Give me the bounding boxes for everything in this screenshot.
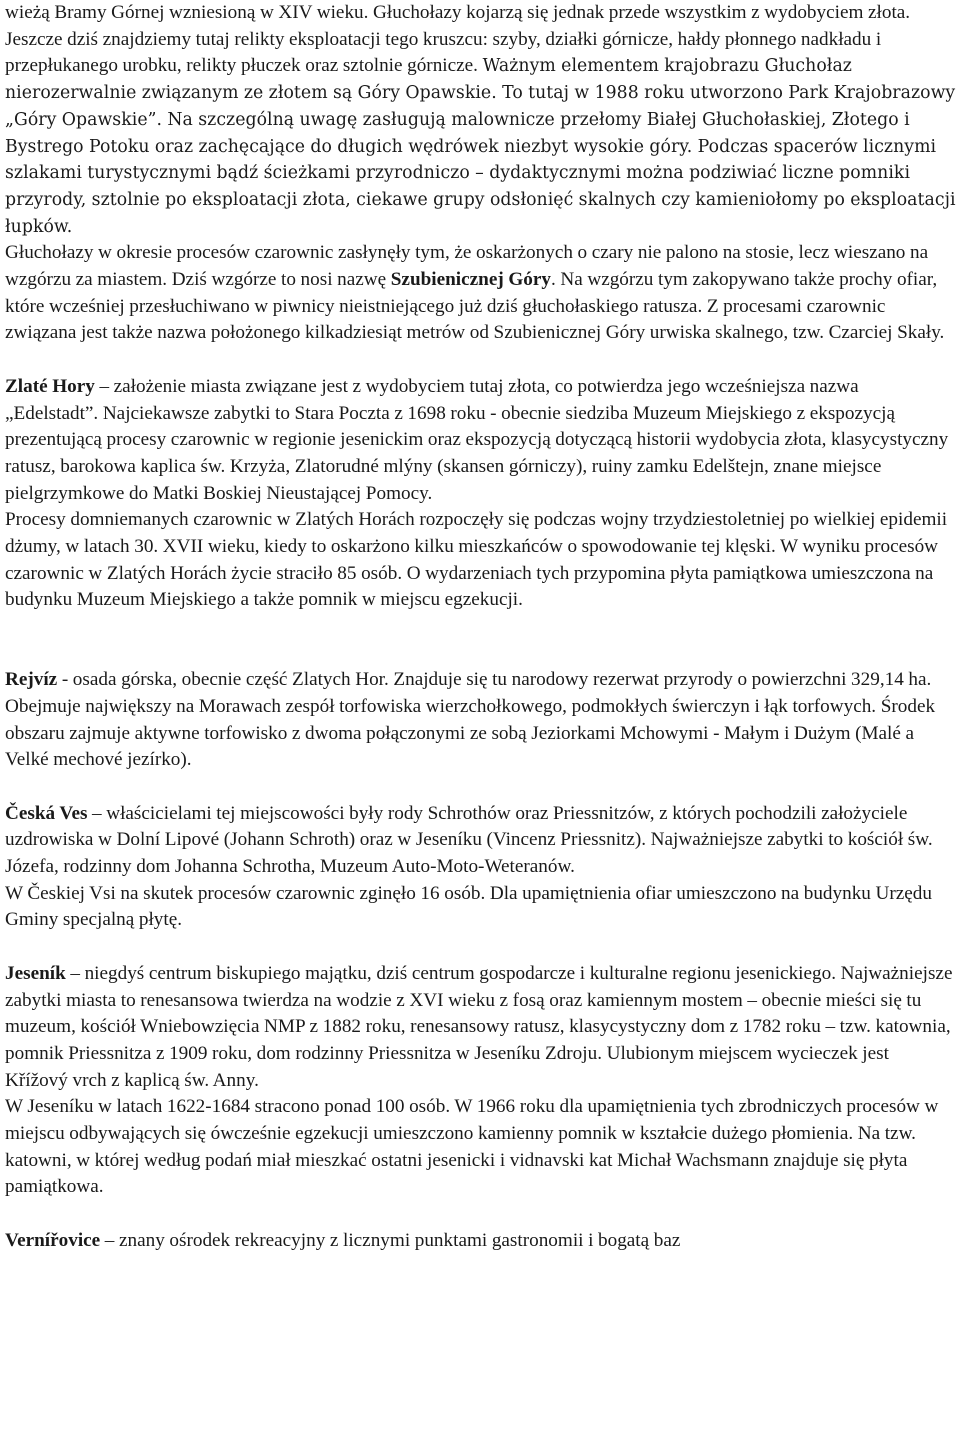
- paragraph-spacer: [5, 1201, 956, 1228]
- paragraph: [5, 0, 956, 240]
- text-run: - osada górska, obecnie część Zlatych Hor. Znajduje się tu narodowy rezerwat przyrody o powierzchni 329,14 ha. Obejmuje największy na Morawach zespół torfowiska wierzchołkowego, podmokłych świerczyn i łąk torfowych. Środek obszaru zajmuje aktywne torfowisko z dwoma połączonymi ze sobą Jeziorkami Mchowymi - Małym i Dużym (Malé a Velké mechové jezírko).: [5, 669, 936, 771]
- text-run: Procesy domniemanych czarownic w Zlatých Horách rozpoczęły się podczas wojny trzydziestoletniej po wielkiej epidemii dżumy, w latach 30. XVII wieku, kiedy to oskarżono kilku mieszkańców o spowodowanie tej klęski. W wyniku procesów czarownic w Zlatých Horách życie straciło 85 osób. O wydarzeniach tych przypomina płyta pamiątkowa umieszczona na budynku Muzeum Miejskiego a także pomnik w miejscu egzekucji.: [5, 509, 948, 611]
- text-run: Na szczególną uwagę zasługują malownicze przełomy Białej Głuchołaskiej, Złotego i Bystrego Potoku oraz zachęcające do długich wędrówek niezbyt wysokie góry.: [5, 109, 910, 157]
- text-run: – niegdyś centrum biskupiego majątku, dziś centrum gospodarcze i kulturalne regionu jesenickiego. Najważniejsze zabytki miasta to renesansowa twierdza na wodzie z XVI wieku z fosą oraz kamiennym mostem – obecnie mieści się tu muzeum, kościół Wniebowzięcia NMP z 1882 roku, renesansowy ratusz, klasycystyczny dom z 1782 roku – tzw. katownia, pomnik Priessnitza z 1909 roku, dom rodzinny Priessnitza w Jeseníku Zdroju. Ulubionym miejscem wycieczek jest Křížový vrch z kaplicą św. Anny.: [5, 962, 953, 1091]
- text-run: Ważnym elementem krajobrazu Głuchołaz nierozerwalnie związanym ze złotem są Góry Opawskie.: [5, 56, 852, 104]
- text-run: Podczas spacerów licznymi szlakami turystycznymi bądź ścieżkami przyrodniczo – dydaktycznymi można podziwiać liczne pomniki przyrody, sztolnie po eksploatacji złota, ciekawe grupy odsłonięć skalnych czy kamieniołomy po eksploatacji łupków.: [5, 136, 956, 237]
- place-name-heading: Szubienicznej Góry: [390, 269, 551, 291]
- text-run: To tutaj w 1988 roku utworzono Park Krajobrazowy „Góry Opawskie”.: [5, 83, 956, 130]
- paragraph: [5, 881, 956, 934]
- place-name-heading: Rejvíz: [5, 669, 58, 691]
- place-name-heading: Česká Ves: [5, 802, 88, 824]
- paragraph-spacer: [5, 614, 956, 667]
- text-run: – znany ośrodek rekreacyjny z licznymi punktami gastronomii i bogatą baz: [100, 1229, 681, 1251]
- text-run: – właścicielami tej miejscowości były rody Schrothów oraz Priessnitzów, z których pochodzili założyciele uzdrowiska w Dolní Lipové (Johann Schroth) oraz w Jeseníku (Vincenz Priessnitz). Najważniejsze zabytki to kościół św. Józefa, rodzinny dom Johanna Schrotha, Muzeum Auto-Moto-Weteranów.: [5, 802, 933, 878]
- paragraph: [5, 1094, 956, 1201]
- text-run: Głuchołazy w okresie procesów czarownic zasłynęły tym, że oskarżonych o czary nie palono na stosie, lecz wieszano na wzgórzu za miastem. Dziś wzgórze to nosi nazwę: [5, 242, 929, 291]
- text-run: W Jeseníku w latach 1622-1684 stracono ponad 100 osób. W 1966 roku dla upamiętnienia tych zbrodniczych procesów w miejscu odbywających się ówcześnie egzekucji umieszczono kamienny pomnik w kształcie dużego płomienia. Na tzw. katowni, w której według podań miał mieszkać ostatni jesenicki i vidnavski kat Michał Wachsmann znajduje się płyta pamiątkowa.: [5, 1096, 939, 1198]
- place-name-heading: Vernířovice: [5, 1229, 101, 1251]
- paragraph-spacer: [5, 774, 956, 801]
- document-body: [5, 0, 956, 1255]
- place-name-heading: Jeseník: [5, 962, 66, 984]
- paragraph: [5, 1228, 956, 1255]
- paragraph: [5, 961, 956, 1095]
- paragraph: [5, 801, 956, 881]
- paragraph-spacer: [5, 934, 956, 961]
- paragraph: [5, 374, 956, 508]
- text-run: W Českiej Vsi na skutek procesów czarownic zginęło 16 osób. Dla upamiętnienia ofiar umieszczono na budynku Urzędu Gminy specjalną płytę.: [5, 882, 932, 931]
- place-name-heading: Zlaté Hory: [5, 375, 95, 397]
- paragraph: [5, 667, 956, 774]
- paragraph-spacer: [5, 347, 956, 374]
- text-run: wieżą Bramy Górnej wzniesioną w XIV wieku. Głuchołazy kojarzą się jednak przede wszystkim z wydobyciem złota. Jeszcze dziś znajdziemy tutaj relikty eksploatacji tego kruszcu: szyby, działki górnicze, hałdy płonnego nadkładu i przepłukanego urobku, relikty płuczek oraz sztolnie górnicze.: [5, 2, 911, 77]
- text-run: . Na wzgórzu tym zakopywano także prochy ofiar, które wcześniej przesłuchiwano w piwnicy nieistniejącego już dziś głuchołaskiego ratusza. Z procesami czarownic związana jest także nazwa położonego kilkadziesiąt metrów od Szubienicznej Góry urwiska skalnego, tzw. Czarciej Skały.: [5, 269, 945, 344]
- paragraph: [5, 507, 956, 614]
- text-run: – założenie miasta związane jest z wydobyciem tutaj złota, co potwierdza jego wcześniejsza nazwa „Edelstadt”. Najciekawsze zabytki to Stara Poczta z 1698 roku - obecnie siedziba Muzeum Miejskiego z ekspozycją prezentującą procesy czarownic w regionie jesenickim oraz ekspozycją dotyczącą historii wydobycia złota, klasycystyczny ratusz, barokowa kaplica św. Krzyża, Zlatorudné mlýny (skansen górniczy), ruiny zamku Edelštejn, znane miejsce pielgrzymkowe do Matki Boskiej Nieustającej Pomocy.: [5, 375, 949, 504]
- paragraph: [5, 240, 956, 347]
